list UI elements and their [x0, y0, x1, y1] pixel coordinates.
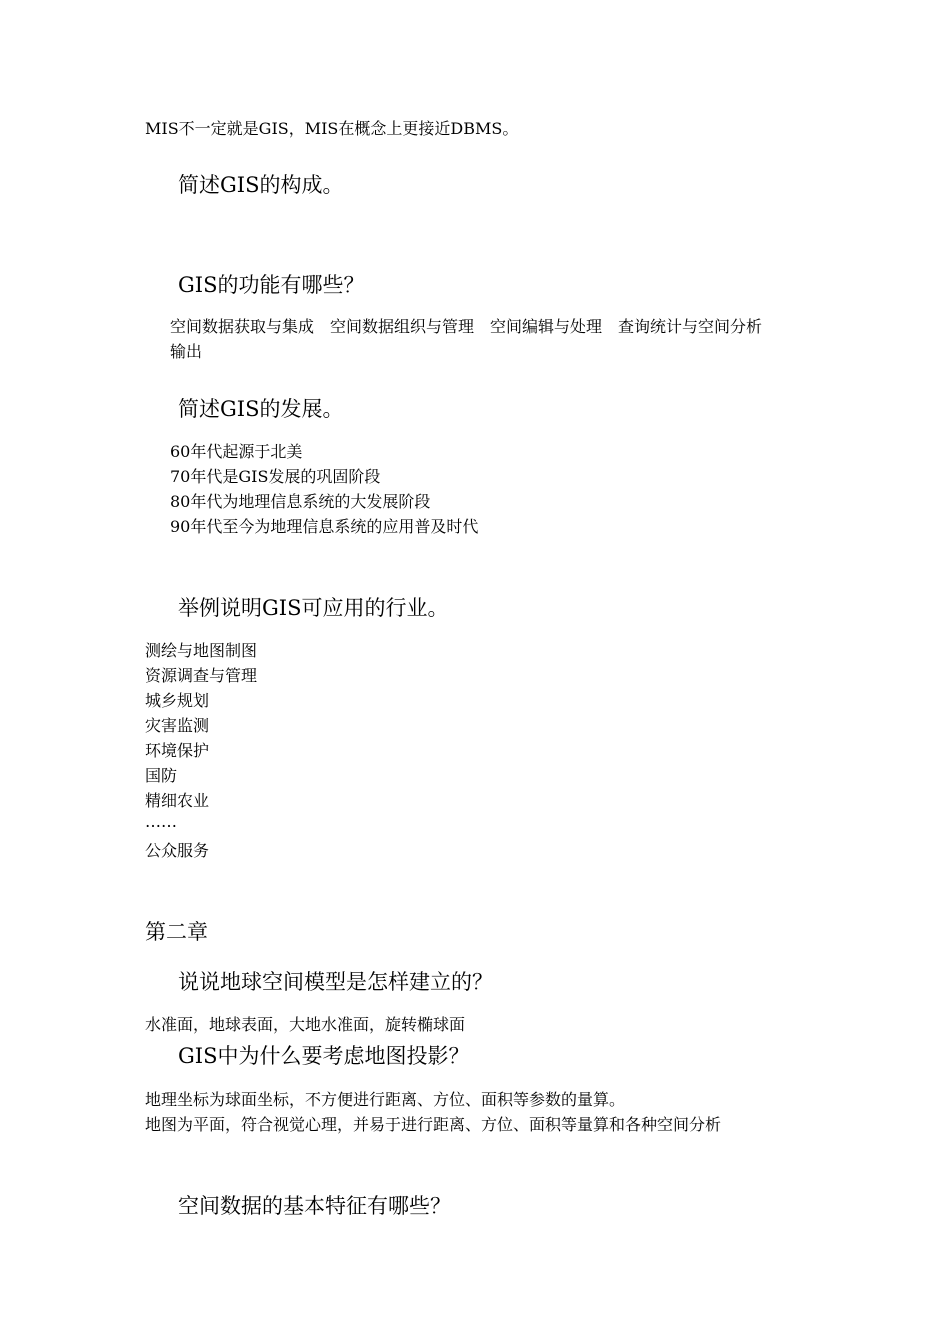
question-gis-industries: 举例说明GIS可应用的行业。 — [178, 596, 449, 620]
projection-answer-line-2: 地图为平面，符合视觉心理，并易于进行距离、方位、面积等量算和各种空间分析 — [145, 1115, 722, 1134]
question-gis-composition: 简述GIS的构成。 — [178, 173, 344, 197]
industry-item: 国防 — [145, 766, 178, 785]
industry-item: 公众服务 — [145, 841, 210, 860]
functions-answer-line-1: 空间数据获取与集成 空间数据组织与管理 空间编辑与处理 查询统计与空间分析 — [170, 317, 763, 336]
industry-item: 城乡规划 — [145, 691, 210, 710]
projection-answer-line-1: 地理坐标为球面坐标，不方便进行距离、方位、面积等参数的量算。 — [145, 1090, 626, 1109]
industry-item: 测绘与地图制图 — [145, 641, 258, 660]
question-earth-model: 说说地球空间模型是怎样建立的？ — [178, 970, 493, 994]
question-spatial-data-features: 空间数据的基本特征有哪些？ — [178, 1194, 451, 1218]
industry-item: …… — [145, 812, 177, 831]
industry-item: 精细农业 — [145, 791, 210, 810]
industry-item: 环境保护 — [145, 741, 210, 760]
question-map-projection: GIS中为什么要考虑地图投影？ — [178, 1044, 470, 1068]
intro-text: MIS不一定就是GIS，MIS在概念上更接近DBMS。 — [145, 119, 519, 138]
development-item: 70年代是GIS发展的巩固阶段 — [170, 467, 381, 486]
question-gis-functions: GIS的功能有哪些？ — [178, 273, 365, 297]
development-item: 60年代起源于北美 — [170, 442, 303, 461]
chapter-heading: 第二章 — [145, 920, 208, 944]
functions-answer-line-2: 输出 — [170, 342, 203, 361]
development-item: 90年代至今为地理信息系统的应用普及时代 — [170, 517, 479, 536]
question-gis-development: 简述GIS的发展。 — [178, 397, 344, 421]
earth-model-answer: 水准面，地球表面，大地水准面，旋转椭球面 — [145, 1015, 466, 1034]
industry-item: 资源调查与管理 — [145, 666, 258, 685]
industry-item: 灾害监测 — [145, 716, 210, 735]
development-item: 80年代为地理信息系统的大发展阶段 — [170, 492, 431, 511]
